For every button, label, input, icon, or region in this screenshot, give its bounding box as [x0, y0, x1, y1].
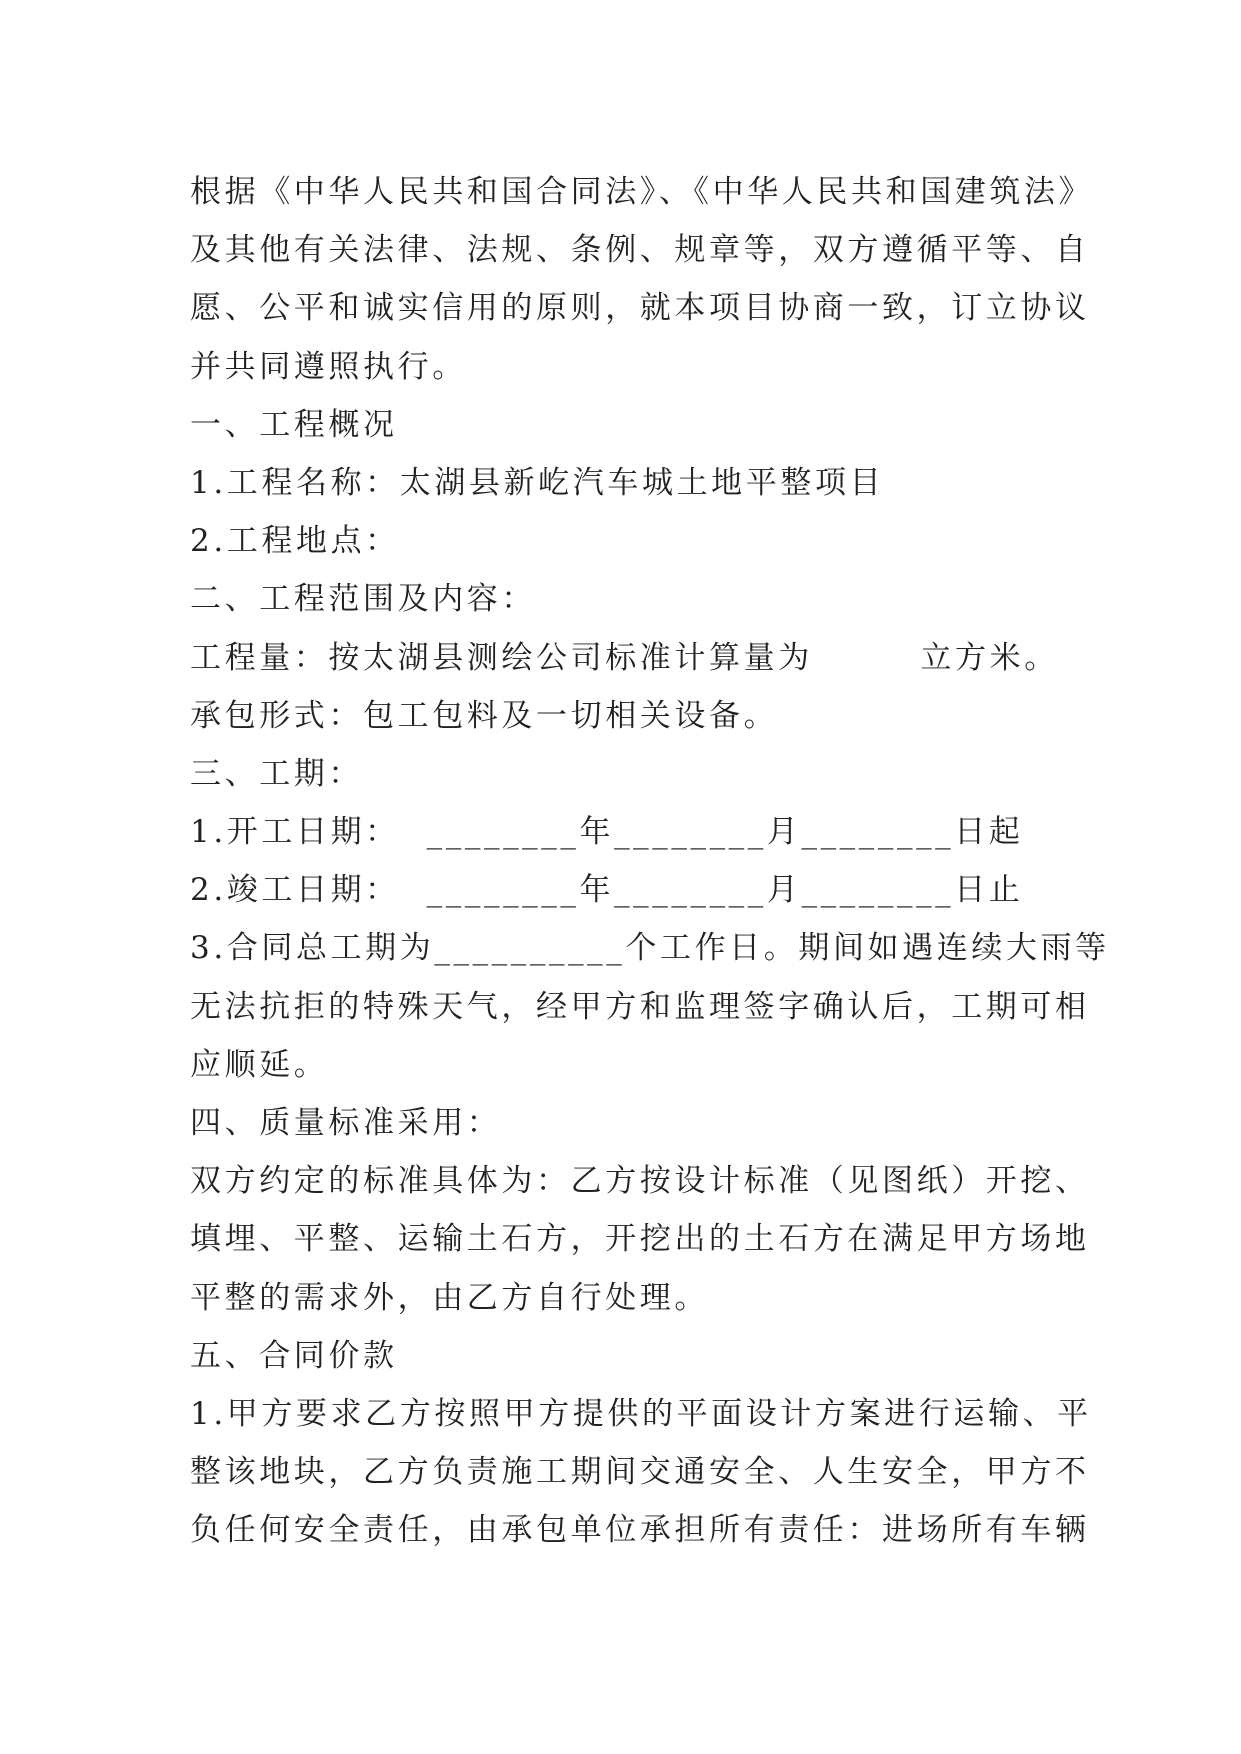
paragraph-line: 负任何安全责任，由承包单位承担所有责任：进场所有车辆: [190, 1512, 1090, 1549]
paragraph-line: 3.合同总工期为__________个工作日。期间如遇连续大雨等: [190, 930, 1110, 967]
paragraph-line: 根据《中华人民共和国合同法》、《中华人民共和国建筑法》: [190, 174, 1094, 210]
section-heading: 三、工期：: [190, 755, 363, 792]
document-body: [190, 163, 1110, 1560]
contract-form-line: 承包形式：包工包料及一切相关设备。: [190, 697, 779, 734]
paragraph-line: 平整的需求外，由乙方自行处理。: [190, 1279, 709, 1316]
paragraph-line: 应顺延。: [190, 1046, 329, 1083]
paragraph-line: 1.甲方要求乙方按照甲方提供的平面设计方案进行运输、平: [190, 1395, 1092, 1432]
paragraph-line: 并共同遵照执行。: [190, 348, 467, 385]
paragraph-line: 及其他有关法律、法规、条例、规章等，双方遵循平等、自: [190, 232, 1090, 269]
paragraph-line: 愿、公平和诚实信用的原则，就本项目协商一致，订立协议: [190, 290, 1090, 327]
project-location-line: 2.工程地点：: [190, 523, 400, 560]
section-heading: 四、质量标准采用：: [190, 1105, 502, 1141]
paragraph-line: 无法抗拒的特殊天气，经甲方和监理签字确认后，工期可相: [190, 988, 1090, 1025]
project-name-line: 1.工程名称：太湖县新屹汽车城土地平整项目: [190, 464, 885, 501]
paragraph-line: 双方约定的标准具体为：乙方按设计标准（见图纸）开挖、: [190, 1163, 1090, 1200]
section-heading: 一、工程概况: [190, 406, 398, 443]
section-heading: 五、合同价款: [190, 1337, 398, 1374]
paragraph-line: 整该地块，乙方负责施工期间交通安全、人生安全，甲方不: [190, 1454, 1090, 1491]
start-date-line: 1.开工日期： ________年________月________日起: [190, 814, 1024, 851]
quantity-line: 工程量：按太湖县测绘公司标准计算量为 立方米。: [190, 639, 1059, 676]
paragraph-line: 填埋、平整、运输土石方，开挖出的土石方在满足甲方场地: [190, 1221, 1090, 1258]
section-heading: 二、工程范围及内容：: [190, 581, 536, 618]
completion-date-line: 2.竣工日期： ________年________月________日止: [190, 872, 1024, 909]
